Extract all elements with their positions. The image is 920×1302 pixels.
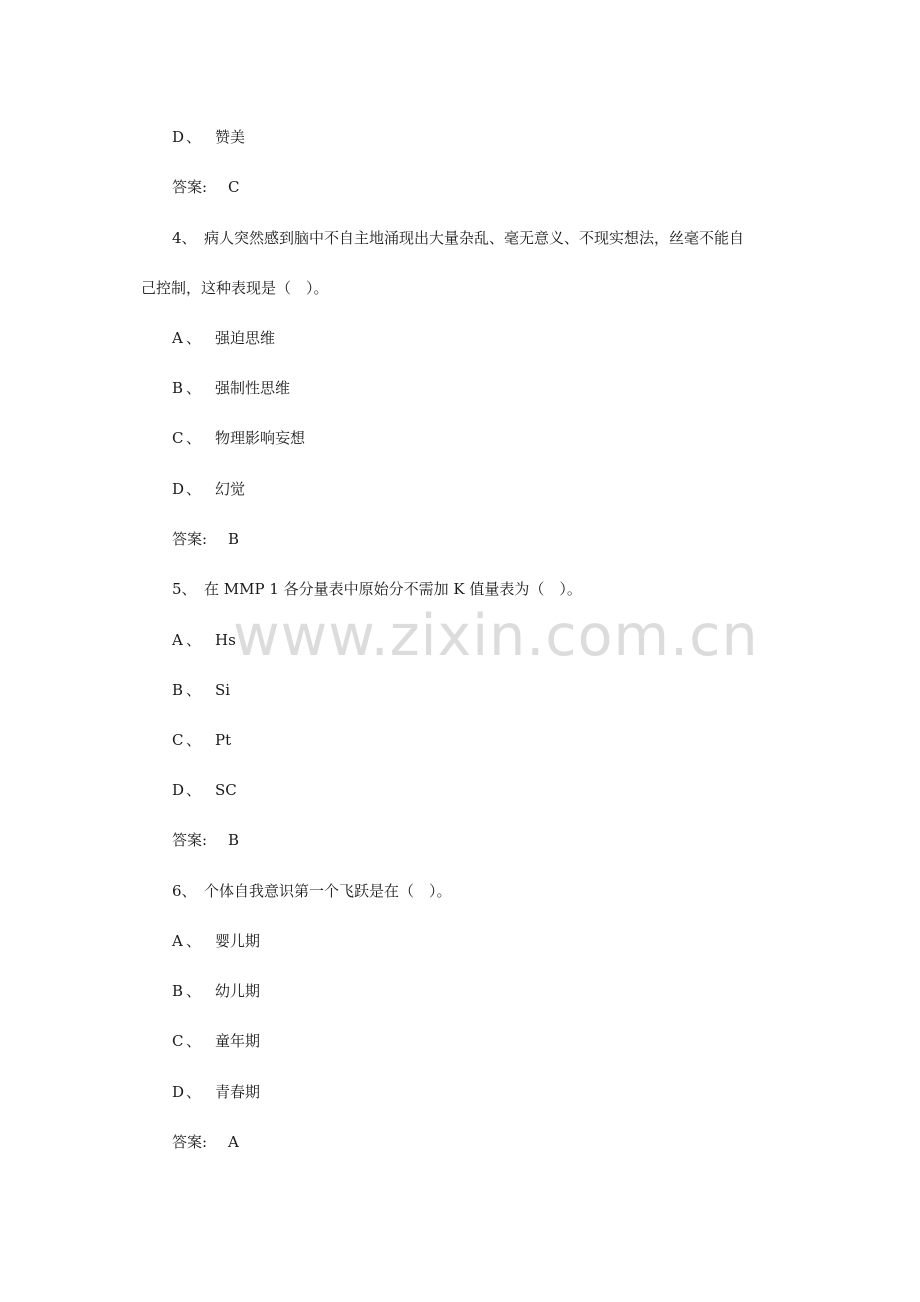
answer-value: B — [228, 530, 240, 548]
q5-option-a — [172, 630, 236, 650]
q4-option-d — [172, 479, 245, 499]
q4-stem-line2: 己控制，这种表现是（ ）。 — [141, 279, 329, 297]
option-separator: 、 — [186, 1032, 202, 1050]
option-letter: B — [172, 681, 184, 699]
option-text: Si — [215, 681, 231, 699]
option-text: Pt — [215, 731, 232, 749]
option-text: Hs — [215, 631, 236, 649]
question-number: 4、 — [172, 229, 197, 247]
q3-option-d — [172, 127, 245, 147]
option-separator: 、 — [186, 329, 202, 347]
q4-option-b — [172, 378, 290, 398]
answer-label: 答案: — [172, 178, 208, 196]
q6-option-b — [172, 981, 260, 1001]
option-separator: 、 — [186, 681, 202, 699]
option-separator: 、 — [186, 379, 202, 397]
option-letter: A — [172, 932, 183, 950]
option-text: 幼儿期 — [215, 982, 261, 1000]
answer-value: B — [228, 831, 240, 849]
q6-option-d — [172, 1082, 260, 1102]
option-text: 童年期 — [215, 1032, 261, 1050]
option-text: 赞美 — [215, 128, 246, 146]
q4-answer — [172, 529, 239, 549]
option-text: SC — [215, 781, 237, 799]
question-text: 个体自我意识第一个飞跃是在（ ）。 — [204, 882, 452, 900]
option-letter: D — [172, 781, 185, 799]
q6-option-a — [172, 931, 260, 951]
option-separator: 、 — [186, 128, 202, 146]
answer-value: C — [228, 178, 240, 196]
question-text: 病人突然感到脑中不自主地涌现出大量杂乱、毫无意义、不现实想法，丝毫不能自 — [204, 229, 745, 247]
q4-option-a — [172, 328, 275, 348]
answer-label: 答案: — [172, 1133, 208, 1151]
option-letter: D — [172, 480, 185, 498]
option-text: 青春期 — [215, 1083, 261, 1101]
q4-option-c — [172, 428, 305, 448]
option-letter: A — [172, 631, 183, 649]
option-separator: 、 — [186, 1083, 202, 1101]
option-letter: D — [172, 128, 185, 146]
q6-stem — [172, 881, 452, 901]
answer-label: 答案: — [172, 530, 208, 548]
option-letter: B — [172, 982, 184, 1000]
watermark: www.zixin.com.cn — [233, 603, 759, 669]
option-letter: B — [172, 379, 184, 397]
option-separator: 、 — [186, 731, 202, 749]
option-text: 强迫思维 — [215, 329, 276, 347]
option-separator: 、 — [186, 429, 202, 447]
q5-option-c — [172, 730, 231, 750]
option-letter: A — [172, 329, 183, 347]
option-text: 幻觉 — [215, 480, 246, 498]
q5-answer — [172, 830, 239, 850]
answer-value: A — [228, 1133, 239, 1151]
option-letter: C — [172, 429, 184, 447]
q6-option-c — [172, 1031, 260, 1051]
question-text: 在 MMP 1 各分量表中原始分不需加 K 值量表为（ ）。 — [204, 580, 582, 598]
option-separator: 、 — [186, 932, 202, 950]
option-letter: C — [172, 731, 184, 749]
answer-label: 答案: — [172, 831, 208, 849]
option-text: 强制性思维 — [215, 379, 291, 397]
option-letter: D — [172, 1083, 185, 1101]
q4-stem-line1 — [172, 228, 744, 248]
q5-stem — [172, 579, 582, 599]
option-letter: C — [172, 1032, 184, 1050]
option-text: 婴儿期 — [215, 932, 261, 950]
q5-option-d — [172, 780, 237, 800]
option-separator: 、 — [186, 480, 202, 498]
question-number: 6、 — [172, 882, 197, 900]
option-separator: 、 — [186, 781, 202, 799]
q5-option-b — [172, 680, 230, 700]
option-separator: 、 — [186, 982, 202, 1000]
option-separator: 、 — [186, 631, 202, 649]
option-text: 物理影响妄想 — [215, 429, 306, 447]
question-number: 5、 — [172, 580, 197, 598]
q6-answer — [172, 1132, 239, 1152]
q3-answer — [172, 177, 239, 197]
